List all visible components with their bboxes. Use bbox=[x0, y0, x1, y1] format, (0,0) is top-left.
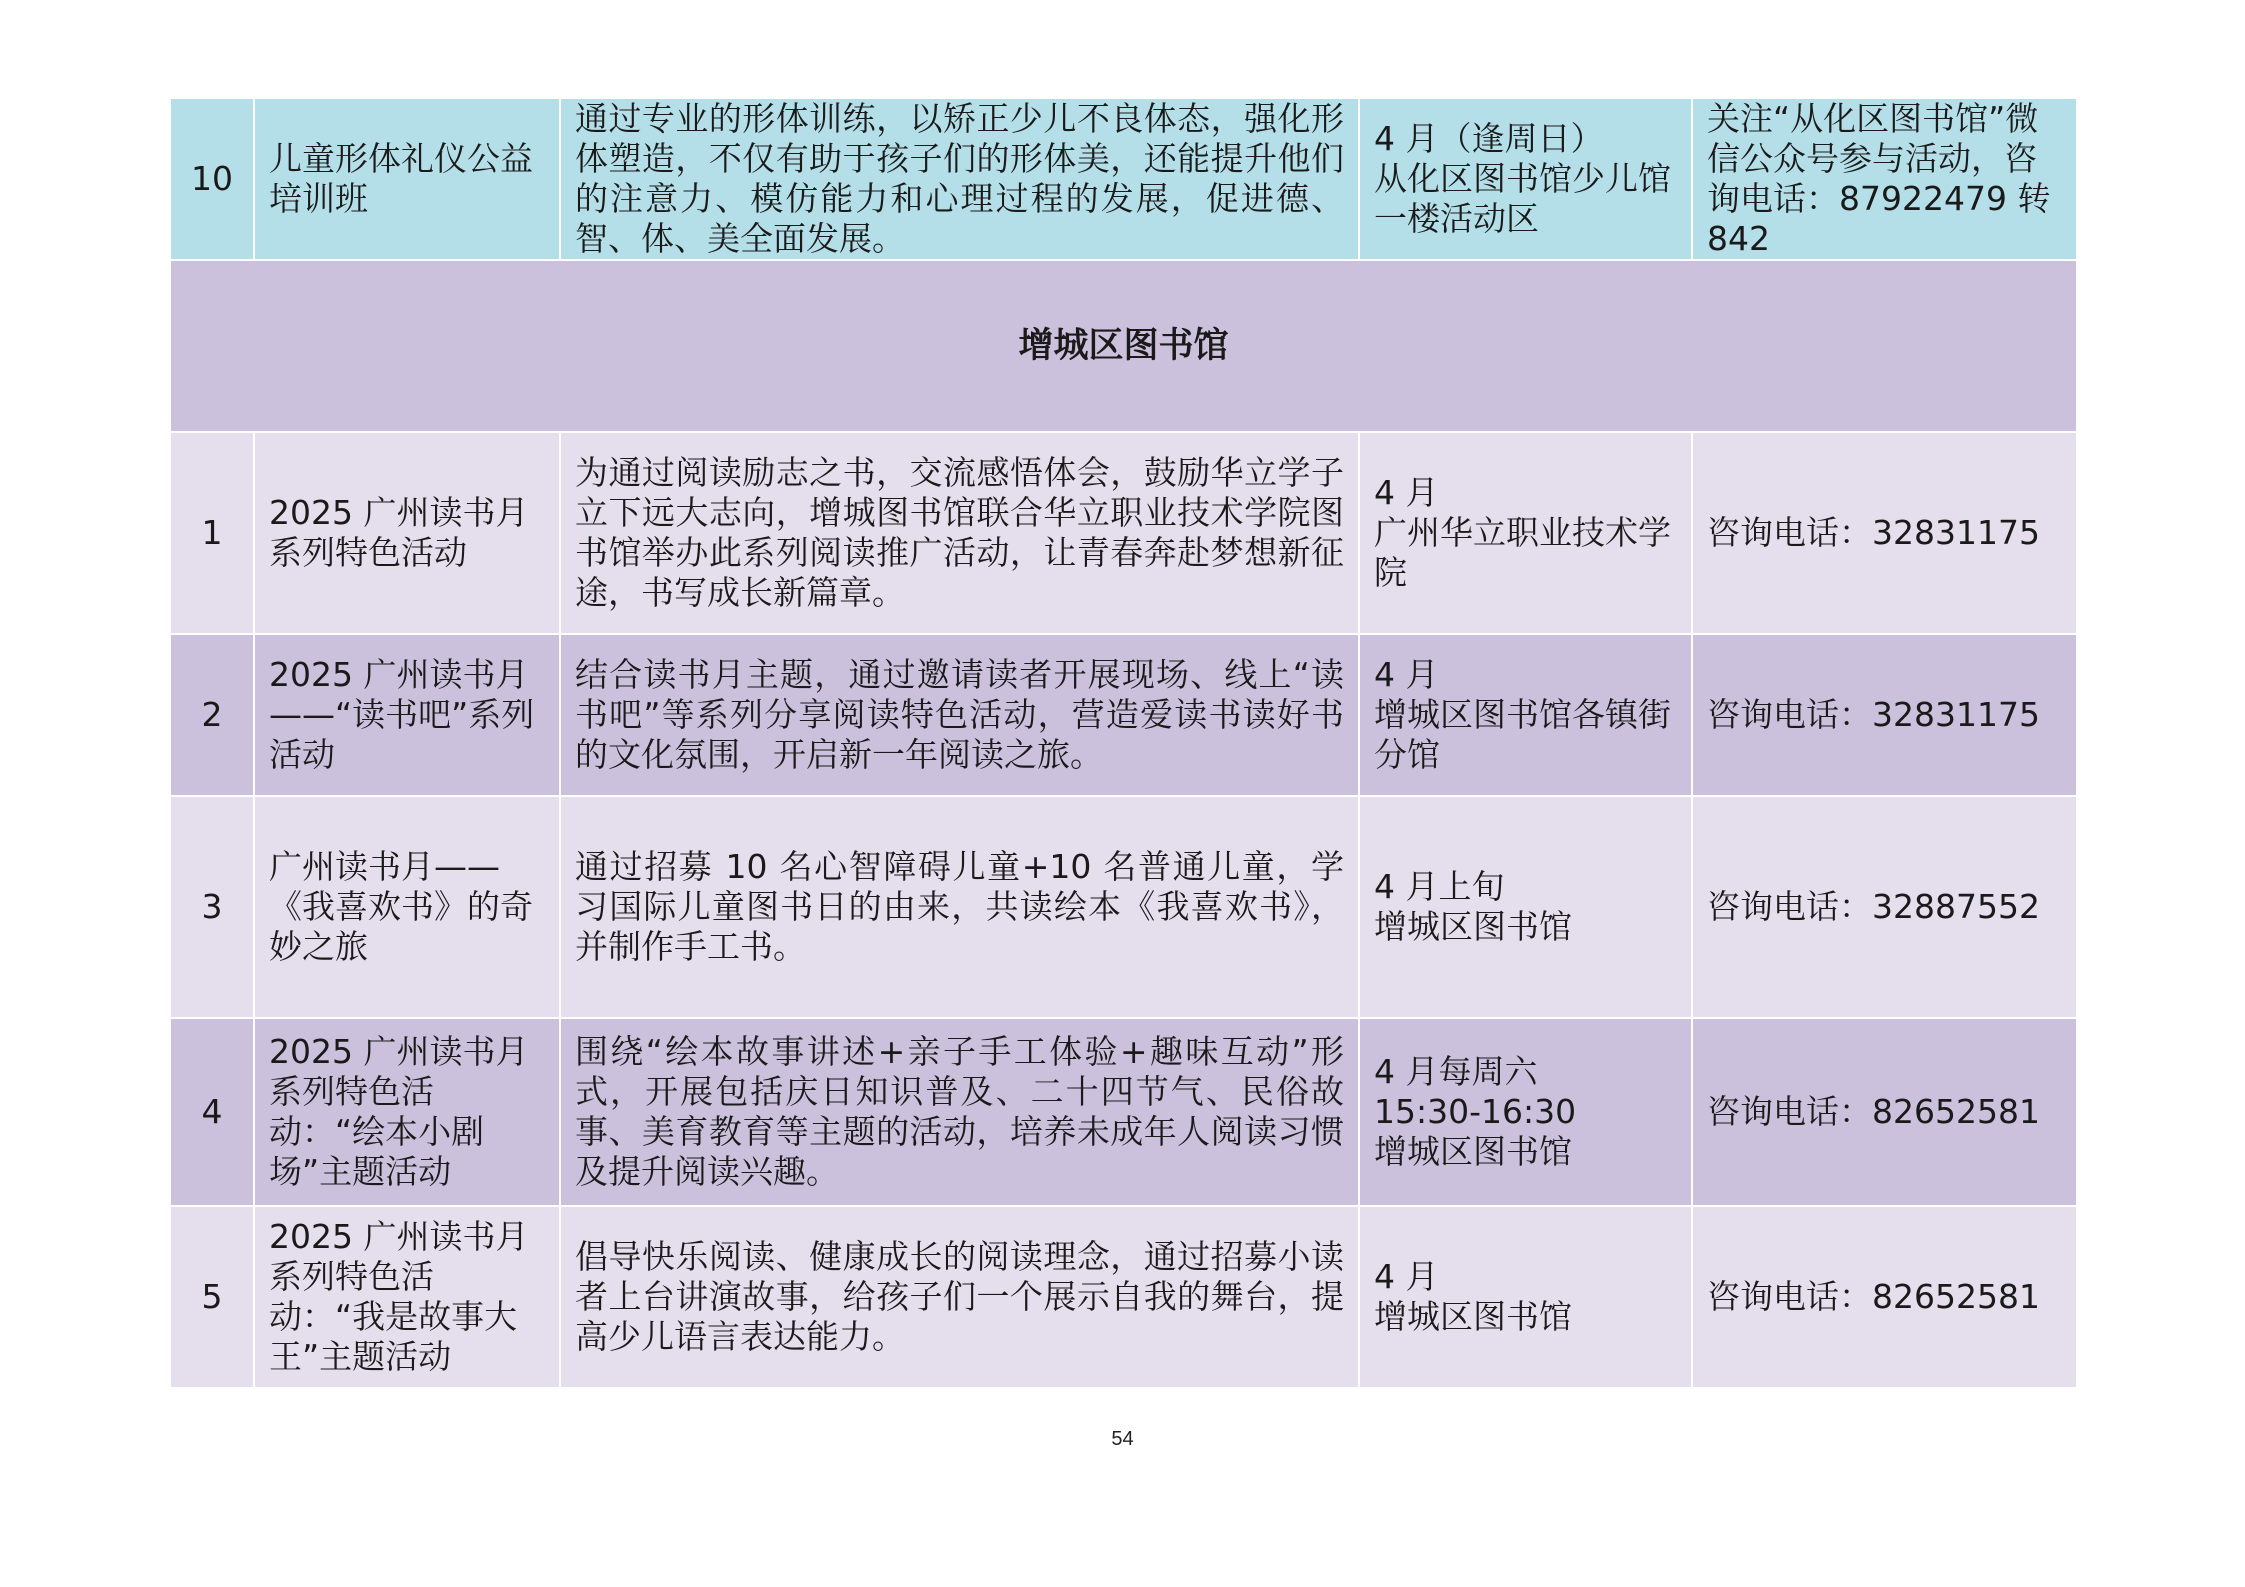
activity-time-place bbox=[1359, 1018, 1692, 1206]
activity-contact: 咨询电话：32887552 bbox=[1692, 796, 2077, 1018]
activity-table bbox=[169, 97, 2078, 1389]
activity-time-place bbox=[1359, 634, 1692, 796]
activity-contact: 咨询电话：32831175 bbox=[1692, 432, 2077, 634]
activity-name: 广州读书月——《我喜欢书》的奇妙之旅 bbox=[254, 796, 560, 1018]
activity-place: 增城区图书馆各镇街分馆 bbox=[1374, 695, 1671, 774]
activity-contact: 关注“从化区图书馆”微信公众号参与活动，咨询电话：87922479 转 842 bbox=[1692, 98, 2077, 260]
table-row bbox=[170, 1206, 2077, 1388]
row-number: 10 bbox=[170, 98, 254, 260]
row-number: 3 bbox=[170, 796, 254, 1018]
activity-name: 2025 广州读书月——“读书吧”系列活动 bbox=[254, 634, 560, 796]
activity-place: 增城区图书馆 bbox=[1374, 907, 1572, 946]
activity-name: 2025 广州读书月系列特色活动：“绘本小剧场”主题活动 bbox=[254, 1018, 560, 1206]
row-number: 2 bbox=[170, 634, 254, 796]
activity-contact: 咨询电话：32831175 bbox=[1692, 634, 2077, 796]
activity-name: 儿童形体礼仪公益培训班 bbox=[254, 98, 560, 260]
activity-time: 4 月 bbox=[1374, 655, 1439, 694]
activity-time: 4 月每周六 bbox=[1374, 1052, 1538, 1091]
activity-time: 4 月 bbox=[1374, 1257, 1439, 1296]
page-number: 54 bbox=[1111, 1428, 1134, 1450]
activity-time-place bbox=[1359, 432, 1692, 634]
table-row bbox=[170, 1018, 2077, 1206]
activity-time: 4 月 bbox=[1374, 473, 1439, 512]
activity-place: 广州华立职业技术学院 bbox=[1374, 513, 1671, 592]
activity-time: 4 月（逢周日） bbox=[1374, 119, 1604, 158]
activity-contact: 咨询电话：82652581 bbox=[1692, 1206, 2077, 1388]
activity-hours: 15:30-16:30 bbox=[1374, 1092, 1577, 1131]
activity-time: 4 月上旬 bbox=[1374, 867, 1505, 906]
activity-description: 通过招募 10 名心智障碍儿童+10 名普通儿童，学习国际儿童图书日的由来，共读绘本《我喜欢书》，并制作手工书。 bbox=[560, 796, 1359, 1018]
activity-description: 围绕“绘本故事讲述+亲子手工体验+趣味互动”形式，开展包括庆日知识普及、二十四节气、民俗故事、美育教育等主题的活动，培养未成年人阅读习惯及提升阅读兴趣。 bbox=[560, 1018, 1359, 1206]
activity-place: 从化区图书馆少儿馆一楼活动区 bbox=[1374, 159, 1671, 238]
activity-place: 增城区图书馆 bbox=[1374, 1132, 1572, 1171]
activity-contact: 咨询电话：82652581 bbox=[1692, 1018, 2077, 1206]
row-number: 4 bbox=[170, 1018, 254, 1206]
row-number: 5 bbox=[170, 1206, 254, 1388]
activity-name: 2025 广州读书月系列特色活动 bbox=[254, 432, 560, 634]
activity-time-place bbox=[1359, 796, 1692, 1018]
row-number: 1 bbox=[170, 432, 254, 634]
section-header-row bbox=[170, 260, 2077, 432]
activity-name: 2025 广州读书月系列特色活动：“我是故事大王”主题活动 bbox=[254, 1206, 560, 1388]
activity-description: 通过专业的形体训练，以矫正少儿不良体态，强化形体塑造，不仅有助于孩子们的形体美，还能提升他们的注意力、模仿能力和心理过程的发展，促进德、智、体、美全面发展。 bbox=[560, 98, 1359, 260]
activity-description: 倡导快乐阅读、健康成长的阅读理念，通过招募小读者上台讲演故事，给孩子们一个展示自我的舞台，提高少儿语言表达能力。 bbox=[560, 1206, 1359, 1388]
activity-place: 增城区图书馆 bbox=[1374, 1297, 1572, 1336]
section-title: 增城区图书馆 bbox=[170, 260, 2077, 432]
table-row bbox=[170, 98, 2077, 260]
activity-description: 结合读书月主题，通过邀请读者开展现场、线上“读书吧”等系列分享阅读特色活动，营造爱读书读好书的文化氛围，开启新一年阅读之旅。 bbox=[560, 634, 1359, 796]
activity-description: 为通过阅读励志之书，交流感悟体会，鼓励华立学子立下远大志向，增城图书馆联合华立职业技术学院图书馆举办此系列阅读推广活动，让青春奔赴梦想新征途，书写成长新篇章。 bbox=[560, 432, 1359, 634]
table-row bbox=[170, 432, 2077, 634]
table-row bbox=[170, 634, 2077, 796]
activity-time-place bbox=[1359, 98, 1692, 260]
table-row bbox=[170, 796, 2077, 1018]
activity-time-place bbox=[1359, 1206, 1692, 1388]
